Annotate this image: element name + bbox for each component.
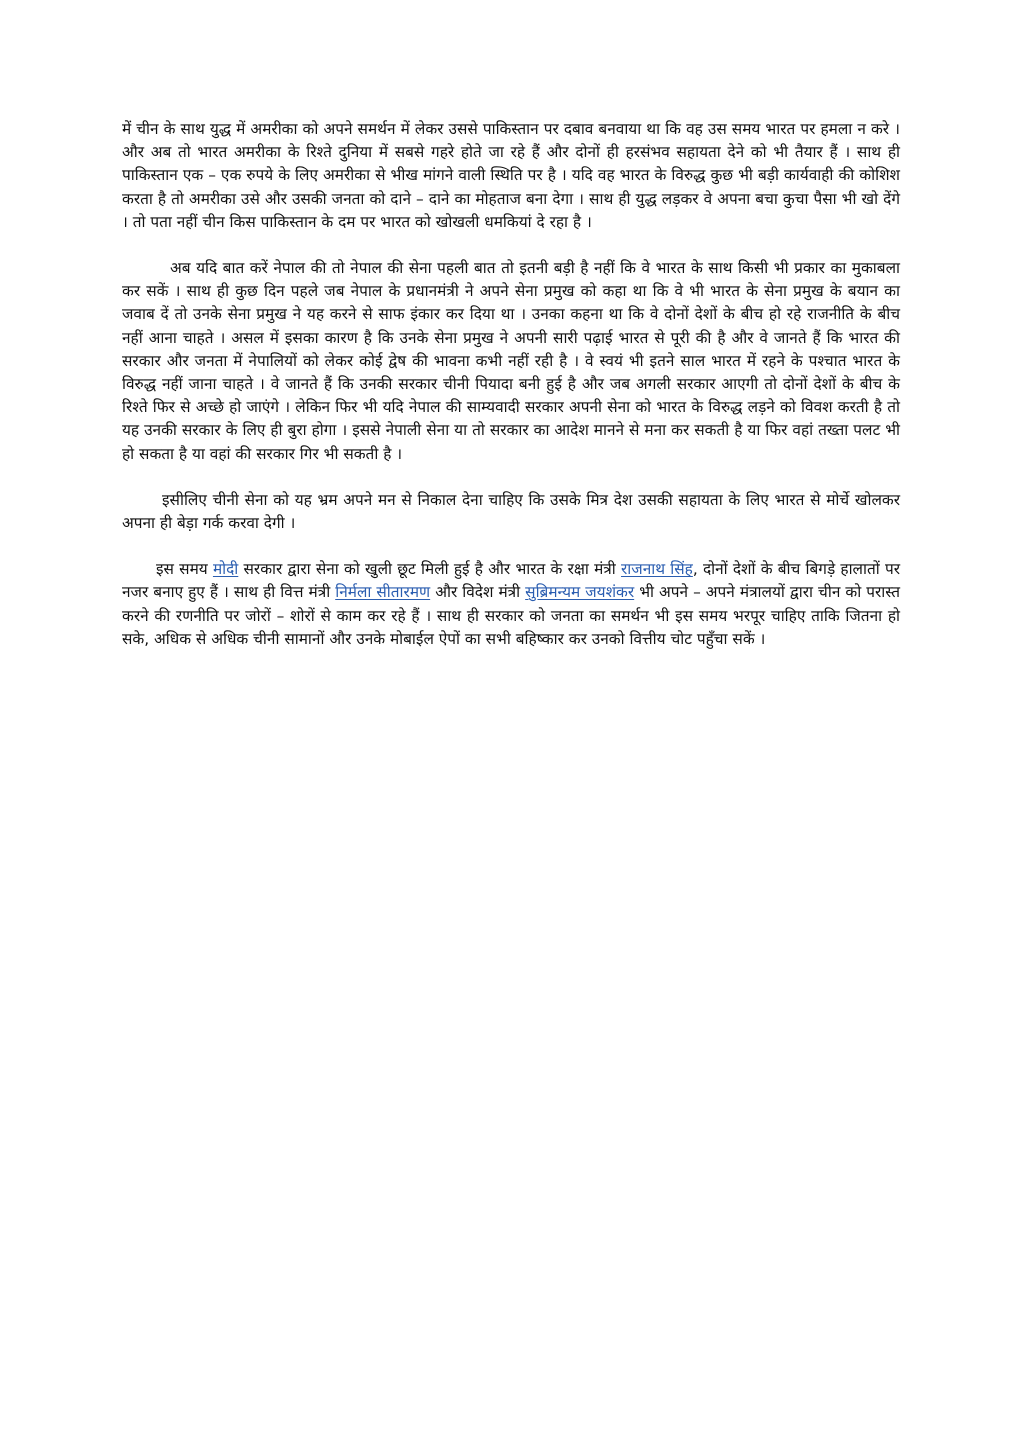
- paragraph-1: में चीन के साथ युद्ध में अमरीका को अपने समर्थन में लेकर उससे पाकिस्तान पर दबाव बनवाया था कि वह उस समय भारत पर हमला न करे । और अब तो भारत अमरीका के रिश्ते दुनिया में सबसे गहरे होते जा रहे हैं और दोनों ही हरसंभव सहायता देने को भी तैयार हैं । साथ ही पाकिस्तान एक – एक रुपये के लिए अमरीका से भीख मांगने वाली स्थिति पर है । यदि वह भारत के विरुद्ध कुछ भी बड़ी कार्यवाही की कोशिश करता है तो अमरीका उसे और उसकी जनता को दाने – दाने का मोहताज बना देगा । साथ ही युद्ध लड़कर वे अपना बचा कुचा पैसा भी खो देंगे । तो पता नहीं चीन किस पाकिस्तान के दम पर भारत को खोखली धमकियां दे रहा है ।: [122, 120, 900, 231]
- paragraph-4-text-3: , दोनों देशों के बीच बिगड़े हालातों पर नजर बनाए हुए हैं । साथ ही वित्त मंत्री: [122, 560, 900, 602]
- link-modi[interactable]: मोदी: [212, 560, 239, 579]
- link-rajnath-singh[interactable]: राजनाथ सिंह: [621, 560, 693, 579]
- paragraph-4-text-5: भी अपने – अपने मंत्रालयों द्वारा चीन को परास्त करने की रणनीति पर जोरों – शोरों से काम कर रहे हैं । साथ ही सरकार को जनता का समर्थन भी इस समय भरपूर चाहिए ताकि जितना हो सके, अधिक से अधिक चीनी सामानों और उनके मोबाईल ऐपों का सभी बहिष्कार कर उनको वित्तीय चोट पहुँचा सकें ।: [122, 583, 900, 648]
- paragraph-4-text-4: और विदेश मंत्री: [430, 583, 526, 602]
- paragraph-2: अब यदि बात करें नेपाल की तो नेपाल की सेना पहली बात तो इतनी बड़ी है नहीं कि वे भारत के साथ किसी भी प्रकार का मुकाबला कर सकें । साथ ही कुछ दिन पहले जब नेपाल के प्रधानमंत्री ने अपने सेना प्रमुख को कहा था कि वे भी भारत के सेना प्रमुख के बयान का जवाब दें तो उनके सेना प्रमुख ने यह करने से साफ इंकार कर दिया था । उनका कहना था कि वे दोनों देशों के बीच हो रहे राजनीति के बीच नहीं आना चाहते । असल में इसका कारण है कि उनके सेना प्रमुख ने अपनी सारी पढ़ाई भारत से पूरी की है और वे जानते हैं कि भारत की सरकार और जनता में नेपालियों को लेकर कोई द्वेष की भावना कभी नहीं रही है । वे स्वयं भी इतने साल भारत में रहने के पश्चात भारत के विरुद्ध नहीं जाना चाहते । वे जानते हैं कि उनकी सरकार चीनी पियादा बनी हुई है और जब अगली सरकार आएगी तो दोनों देशों के बीच के रिश्ते फिर से अच्छे हो जाएंगे । लेकिन फिर भी यदि नेपाल की साम्यवादी सरकार अपनी सेना को भारत के विरुद्ध लड़ने को विवश करती है तो यह उनकी सरकार के लिए ही बुरा होगा । इससे नेपाली सेना या तो सरकार का आदेश मानने से मना कर सकती है या फिर वहां तख्ता पलट भी हो सकता है या वहां की सरकार गिर भी सकती है ।: [122, 259, 900, 463]
- paragraph-4-text-2: सरकार द्वारा सेना को खुली छूट मिली हुई है और भारत के रक्षा मंत्री: [238, 560, 622, 579]
- document-body: [122, 118, 900, 674]
- link-jaishankar[interactable]: सुब्रिमन्यम जयशंकर: [525, 583, 635, 602]
- paragraph-4-text-1: इस समय: [156, 560, 213, 579]
- paragraph-4: [122, 558, 900, 651]
- paragraph-3: इसीलिए चीनी सेना को यह भ्रम अपने मन से निकाल देना चाहिए कि उसके मित्र देश उसकी सहायता के लिए भारत से मोर्चे खोलकर अपना ही बेड़ा गर्क करवा देगी ।: [122, 490, 900, 533]
- link-nirmala-sitharaman[interactable]: निर्मला सीतारमण: [335, 583, 431, 602]
